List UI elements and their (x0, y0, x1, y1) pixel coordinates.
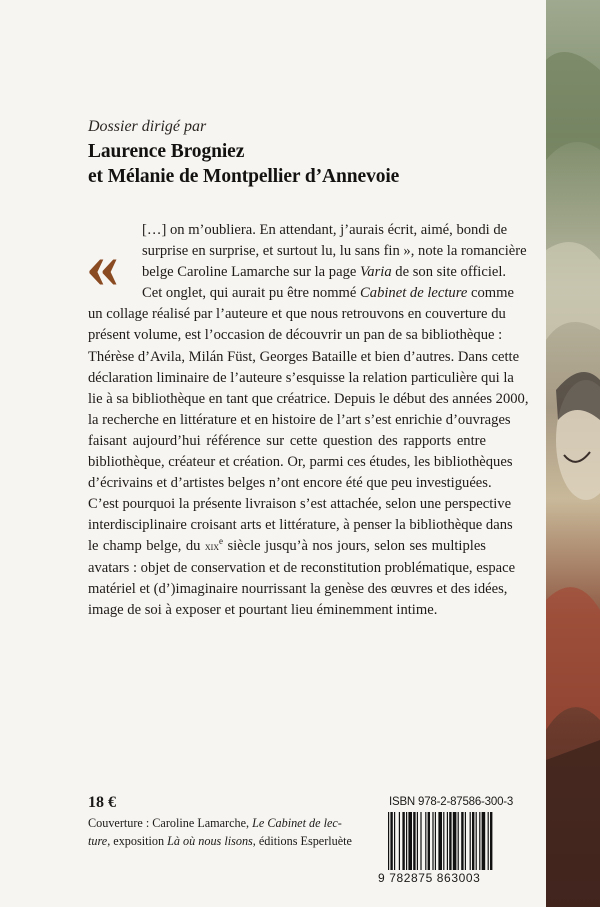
barcode-image (378, 808, 516, 872)
blurb-line: C’est pourquoi la présente livraison s’est attachée, selon une perspective (88, 496, 512, 513)
cover-artwork-strip (546, 0, 600, 907)
blurb-line: d’écrivains et d’artistes belges n’ont encore été que peu investiguées. (88, 475, 492, 492)
collage-artwork-image (546, 0, 600, 907)
blurb-line: surprise en surprise, et surtout lu, lu sans fin », note la romancière (142, 243, 527, 260)
blurb-line: lie à sa bibliothèque en tant que créatrice. Depuis le début des années 2000, (88, 390, 529, 407)
blurb-line: Cet onglet, qui aurait pu être nommé Cabinet de lecture comme (142, 285, 514, 302)
blurb-line: un collage réalisé par l’auteure et que nous retrouvons en couverture du (88, 306, 506, 323)
blurb-line: Thérèse d’Avila, Milán Füst, Georges Bataille et bien d’autres. Dans cette (88, 348, 520, 365)
barcode-digits: 9 782875 863003 (378, 871, 481, 885)
blurb-line: déclaration liminaire de l’auteure s’esquisse la relation particulière qui la (88, 369, 514, 386)
blurb-line: […] on m’oubliera. En attendant, j’aurais écrit, aimé, bondi de (142, 222, 508, 238)
isbn-label: ISBN 978-2-87586-300-3 (389, 796, 514, 808)
blurb-line: image de soi à exposer et pourtant lieu éminemment intime. (88, 601, 438, 618)
cover-credits: Couverture : Caroline Lamarche, Le Cabinet de lec- ture, exposition Là où nous lisons, éditions Esperluète (88, 816, 352, 848)
blurb-line: faisant aujourd’hui référence sur cette question des rapports entre (88, 432, 486, 449)
blurb-line: avatars : objet de conservation et de reconstitution problématique, espace (88, 559, 516, 576)
editor-subtitle: Dossier dirigé par (88, 118, 207, 135)
blurb-line: présent volume, est l’occasion de découvrir un pan de sa bibliothèque : (88, 327, 503, 344)
blurb-line: belge Caroline Lamarche sur la page Varia de son site officiel. (142, 264, 507, 281)
blurb-line: bibliothèque, créateur et création. Or, parmi ces études, les bibliothèques (88, 454, 513, 471)
blurb-line: la recherche en littérature et en histoire de l’art s’est enrichie d’ouvrages (88, 411, 511, 428)
open-quote-mark: « (86, 229, 119, 302)
editor-name-1: Laurence Brogniez (88, 141, 245, 162)
blurb-line: le champ belge, du xix$^e$ siècle jusqu’à nos jours, selon ses multiples (88, 536, 486, 555)
blurb-text (88, 220, 529, 621)
editor-name-2: et Mélanie de Montpellier d’Annevoie (88, 166, 400, 187)
price: 18 € (88, 794, 116, 811)
blurb-line: interdisciplinaire croisant arts et littérature, à penser la bibliothèque dans (88, 517, 513, 534)
blurb-line: matériel et (d’)imaginaire nourrissant la genèse des œuvres et des idées, (88, 580, 508, 597)
